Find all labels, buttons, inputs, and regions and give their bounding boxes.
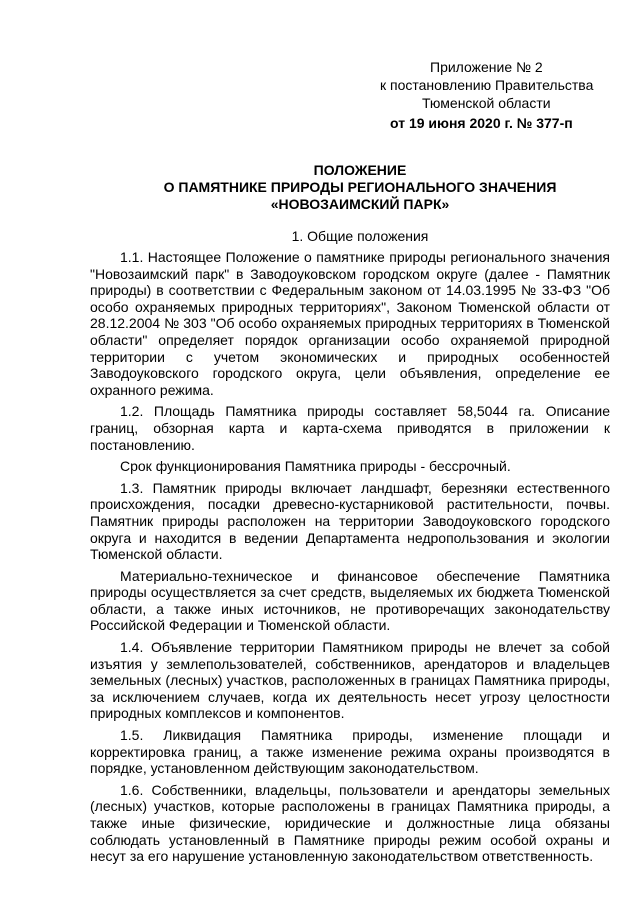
appendix-reference: к постановлению Правительства <box>380 77 594 93</box>
paragraph-1-3: 1.3. Памятник природы включает ландшафт, березняки естественного происхождения, посадки древесно-кустарниковой растительности, почвы. Памятник природы расположен на территории Заводоуковского городского округа и находится в ведении Департамента недропользования и экологии Тюменской области. <box>90 479 610 563</box>
paragraph-1-2: 1.2. Площадь Памятника природы составляет 58,5044 га. Описание границ, обзорная карта и карта-схема приводятся в приложении к постановлению. <box>90 403 610 453</box>
title-line-3: «НОВОЗАИМСКИЙ ПАРК» <box>270 196 450 212</box>
appendix-date-number: от 19 июня 2020 г. № 377-п <box>390 115 573 131</box>
paragraph-funding: Материально-техническое и финансовое обеспечение Памятника природы осуществляется за счет средств, выделяемых их бюджета Тюменской области, а также иных источников, не противоречащих законодательству Российской Федерации и Тюменской области. <box>90 567 610 634</box>
section-heading: 1. Общие положения <box>291 228 429 244</box>
document-body <box>90 249 610 870</box>
document-title <box>90 162 630 213</box>
paragraph-1-1: 1.1. Настоящее Положение о памятнике природы регионального значения "Новозаимский парк" в Заводоуковском городском округе (далее - Памятник природы) в соответствии с Федеральным законом от 14.03.1995 № 33-ФЗ "Об особо охраняемых природных территориях", Законом Тюменской области от 28.12.2004 № 303 "Об особо охраняемых природных территориях в Тюменской области" определяет порядок организации особо охраняемой природной территории с учетом экономических и природных особенностей Заводоуковского городского округа, цели объявления, определение ее охранного режима. <box>90 249 610 398</box>
appendix-header <box>360 58 616 132</box>
paragraph-1-6: 1.6. Собственники, владельцы, пользователи и арендаторы земельных (лесных) участков, которые расположены в границах Памятника природы, а также иные физические, юридические и должностные лица обязаны соблюдать установленный в Памятнике природы режим особой охраны и несут за его нарушение установленную законодательством ответственность. <box>90 781 610 865</box>
paragraph-1-4: 1.4. Объявление территории Памятником природы не влечет за собой изъятия у землепользователей, собственников, арендаторов и владельцев земельных (лесных) участков, расположенных в границах Памятника природы, за исключением случаев, когда их деятельность несет угрозу целостности природных комплексов и компонентов. <box>90 639 610 722</box>
paragraph-1-5: 1.5. Ликвидация Памятника природы, изменение площади и корректировка границ, а также изменение режима охраны производятся в порядке, установленном действующим законодательством. <box>90 727 610 777</box>
title-line-1: ПОЛОЖЕНИЕ <box>313 162 407 178</box>
appendix-region: Тюменской области <box>422 95 551 111</box>
title-line-2: О ПАМЯТНИКЕ ПРИРОДЫ РЕГИОНАЛЬНОГО ЗНАЧЕНИЯ <box>163 179 557 195</box>
paragraph-duration: Срок функционирования Памятника природы - бессрочный. <box>120 458 511 475</box>
appendix-number: Приложение № 2 <box>430 59 543 75</box>
